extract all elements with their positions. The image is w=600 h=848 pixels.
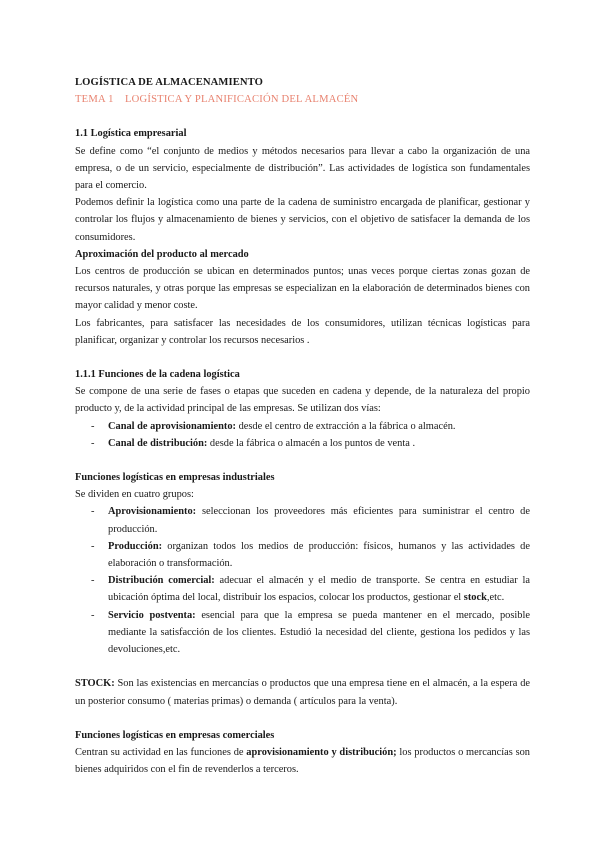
section-heading: Funciones logísticas en empresas industriales <box>75 472 275 484</box>
paragraph: Se dividen en cuatro grupos: <box>75 489 194 501</box>
section-logistica-empresarial <box>75 125 530 349</box>
section-funciones-cadena <box>75 366 530 452</box>
list-item-text: desde el centro de extracción a la fábrica o almacén. <box>235 420 456 432</box>
subsection-heading: Aproximación del producto al mercado <box>75 248 249 260</box>
section-funciones-industriales <box>75 469 530 658</box>
paragraph: Podemos definir la logística como una parte de la cadena de suministro encargada de planificar, gestionar y controlar los flujos y almacenamiento de bienes y servicios, con el objetivo de satisfacer la demanda de los consumidores. <box>75 197 530 243</box>
list-item-text: seleccionan los proveedores más eficientes para suministrar el centro de producción. <box>108 506 530 535</box>
section-heading: 1.1 Logística empresarial <box>75 128 187 140</box>
list-item-term: Distribución comercial: <box>108 575 215 587</box>
list-item-term: Canal de aprovisionamiento: <box>108 420 236 432</box>
list-item-term: stock <box>463 592 487 604</box>
list-item-text: esencial para que la empresa se pueda mantener en el mercado, posible mediante la satisfacción de los clientes. Estudió la necesidad del cliente, gestiona los pedidos y las devoluciones,etc. <box>108 609 531 656</box>
stock-definition <box>75 675 530 709</box>
paragraph-text: Centran su actividad en las funciones de <box>75 746 247 758</box>
list-item-text: desde la fábrica o almacén a los puntos de venta . <box>207 437 416 449</box>
list-item-text: ,etc. <box>486 592 505 604</box>
document-body <box>75 74 530 778</box>
list-item-term: Servicio postventa: <box>108 609 196 621</box>
paragraph: Los fabricantes, para satisfacer las necesidades de los consumidores, utilizan técnicas logísticas para planificar, organizar y controlar los recursos necesarios . <box>75 317 530 346</box>
section-heading: 1.1.1 Funciones de la cadena logística <box>75 369 240 381</box>
stock-text: Son las existencias en mercancías o productos que una empresa tiene en el almacén, a la espera de un posterior consumo ( materias primas) o demanda ( artículos para la venta). <box>75 678 530 707</box>
paragraph: Se define como “el conjunto de medios y métodos necesarios para llevar a cabo la organización de una empresa, o de un servicio, especialmente de distribución”. Las actividades de logística son fundamentales para el comercio. <box>75 145 530 192</box>
list-item-text: organizan todos los medios de producción: físicos, humanos y las actividades de elaboración o transformación. <box>108 540 530 570</box>
paragraph: Se compone de una serie de fases o etapas que suceden en cadena y depende, de la naturaleza del propio producto y, de la actividad principal de las empresas. Se utilizan dos vías: <box>75 386 530 415</box>
list-item <box>75 418 530 435</box>
channel-list <box>75 418 530 452</box>
function-list <box>75 503 530 658</box>
section-funciones-comerciales <box>75 727 530 779</box>
list-item-term: Producción: <box>108 540 163 552</box>
paragraph <box>75 744 530 778</box>
list-item <box>75 538 530 572</box>
list-item <box>75 607 530 659</box>
topic-subtitle: TEMA 1 LOGÍSTICA Y PLANIFICACIÓN DEL ALMACÉN <box>75 94 359 106</box>
list-item-text: adecuar el almacén y el medio de transporte. Se centra en estudiar la ubicación óptima del local, distribuir los espacios, colocar los productos, gestionar el <box>108 575 531 604</box>
paragraph-term: aprovisionamiento y distribución; <box>246 746 397 758</box>
document-title: LOGÍSTICA DE ALMACENAMIENTO <box>75 77 263 88</box>
list-item-term: Canal de distribución: <box>108 437 208 449</box>
paragraph-text: los productos o mercancías son bienes adquiridos con el fin de revenderlos a terceros. <box>75 746 530 776</box>
list-item <box>75 503 530 537</box>
section-heading: Funciones logísticas en empresas comerciales <box>75 729 275 741</box>
stock-term: STOCK: <box>75 678 115 690</box>
list-item <box>75 435 530 452</box>
paragraph: Los centros de producción se ubican en determinados puntos; unas veces porque ciertas zonas gozan de recursos naturales, y otras porque las empresas se especializan en la elaboración de determinados bienes con mayor calidad y menor coste. <box>75 266 530 312</box>
list-item <box>75 572 530 606</box>
list-item-term: Aprovisionamiento: <box>108 506 197 518</box>
